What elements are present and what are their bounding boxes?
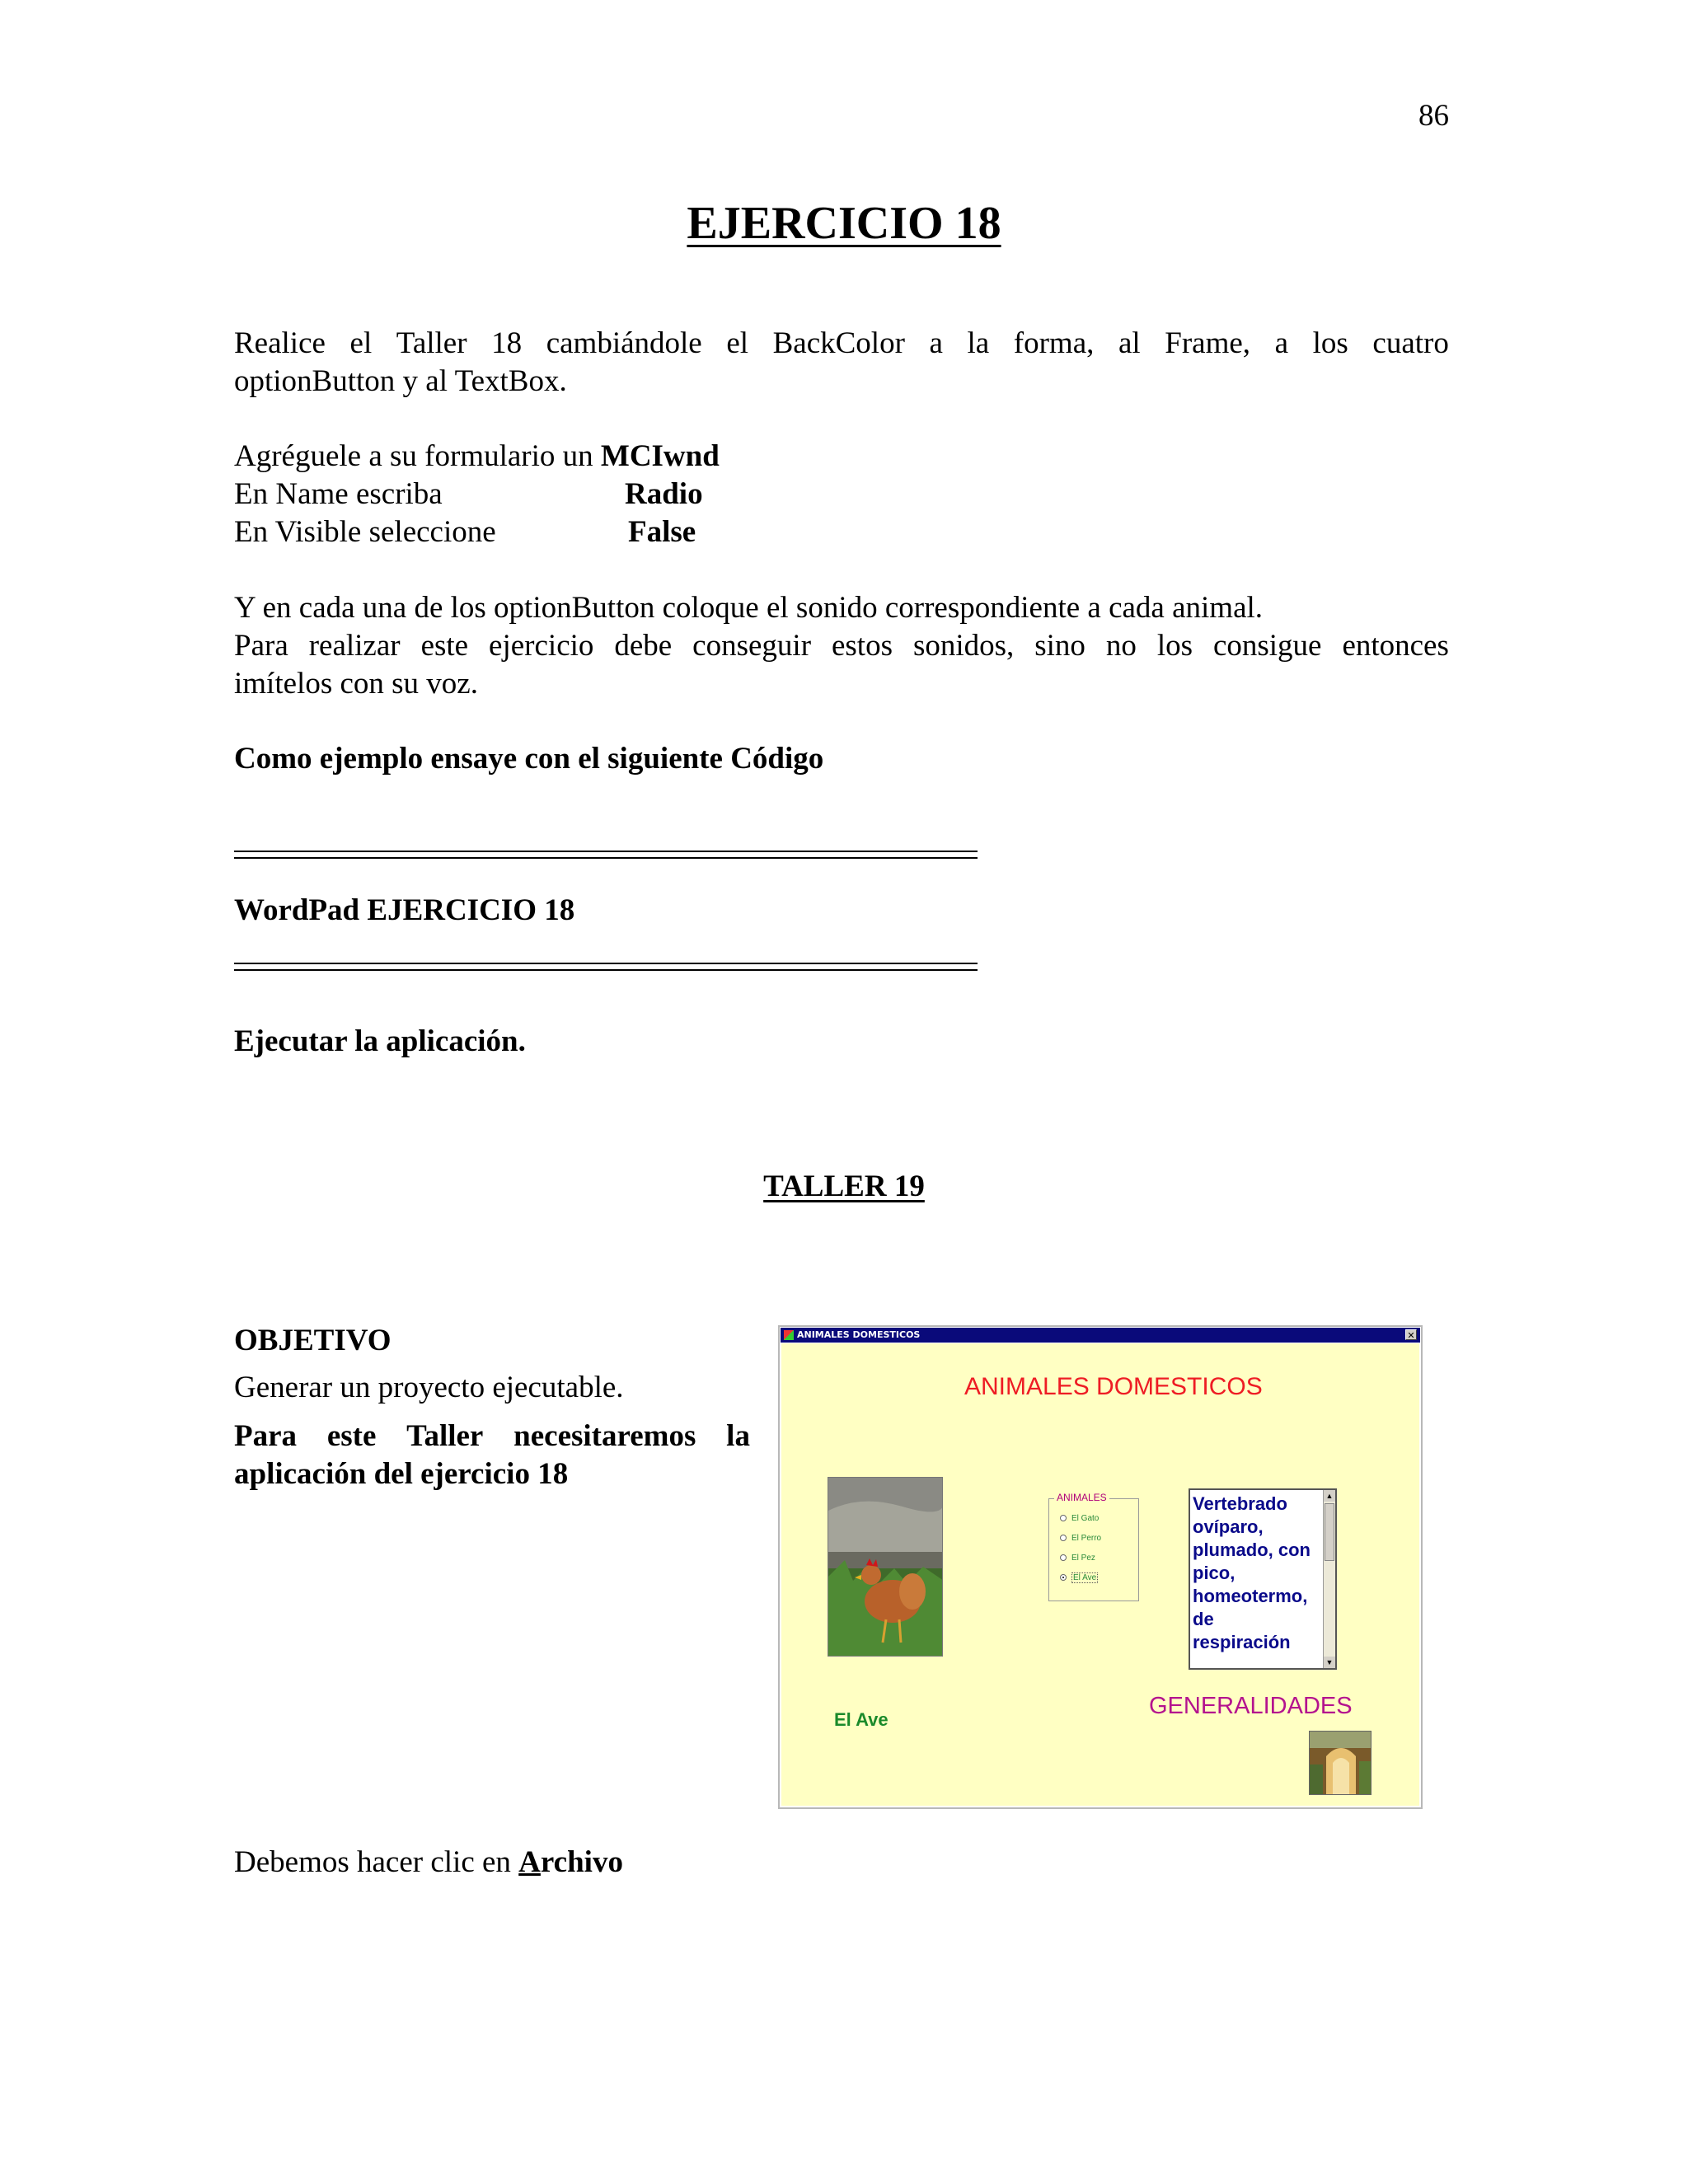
option-label: El Pez: [1071, 1554, 1095, 1563]
footer-line: [234, 1844, 623, 1882]
word: Frame,: [1165, 326, 1251, 360]
archivo-accesskey: A: [518, 1845, 541, 1879]
hen-icon: [828, 1478, 943, 1657]
objetivo-need-line2: aplicación del ejercicio 18: [234, 1457, 569, 1491]
option-label: El Ave: [1073, 1573, 1097, 1582]
word: al: [1118, 326, 1141, 360]
word: necesitaremos: [513, 1419, 696, 1453]
word: los: [1156, 629, 1193, 663]
word: a: [1274, 326, 1289, 360]
app-icon: [784, 1330, 794, 1340]
visible-label: En Visible seleccione: [234, 515, 496, 549]
objetivo-need-line1: [234, 1418, 750, 1455]
frame-label: ANIMALES: [1054, 1492, 1109, 1503]
archivo-menu-text: [518, 1845, 623, 1879]
objetivo-text: Generar un proyecto ejecutable.: [234, 1371, 624, 1404]
word: este: [326, 1419, 377, 1453]
paragraph1-line2: optionButton y al TextBox.: [234, 364, 567, 398]
word: los: [1312, 326, 1348, 360]
name-label: En Name escriba: [234, 477, 443, 511]
paragraph1-line1: [234, 325, 1449, 363]
word: la: [726, 1419, 750, 1453]
word: debe: [614, 629, 673, 663]
word: realizar: [308, 629, 401, 663]
word: sonidos,: [912, 629, 1015, 663]
animal-name-label: El Ave: [834, 1709, 889, 1730]
archivo-rest: rchivo: [540, 1845, 623, 1879]
hen-image: [828, 1477, 943, 1657]
word: a: [929, 326, 943, 360]
app-titlebar[interactable]: [781, 1328, 1420, 1343]
footer-prefix: Debemos hacer clic en: [234, 1845, 519, 1879]
word: consigue: [1212, 629, 1322, 663]
word: forma,: [1013, 326, 1095, 360]
option-label: El Gato: [1071, 1514, 1100, 1523]
mci-intro-text: Agréguele a su formulario un: [234, 439, 601, 473]
scroll-thumb[interactable]: [1325, 1503, 1334, 1561]
app-heading: ANIMALES DOMESTICOS: [964, 1373, 1263, 1400]
paragraph2-line1: Y en cada una de los optionButton coloque el sonido correspondiente a cada animal.: [234, 591, 1264, 625]
doorway-icon: [1310, 1732, 1372, 1795]
close-button[interactable]: ✕: [1405, 1329, 1417, 1340]
double-rule-bottom: [234, 963, 978, 971]
word: la: [967, 326, 990, 360]
description-scrollbar[interactable]: [1323, 1490, 1335, 1668]
word: Para: [234, 629, 288, 663]
option-pez[interactable]: [1060, 1554, 1095, 1563]
paragraph2-line3: imítelos con su voz.: [234, 667, 478, 701]
double-rule-top: [234, 851, 978, 859]
page-number: 86: [1418, 99, 1449, 133]
app-client-area: [781, 1343, 1419, 1806]
word: cuatro: [1372, 326, 1449, 360]
mci-control: MCIwnd: [600, 439, 720, 473]
visible-value: False: [628, 515, 696, 549]
paragraph2-line2: [234, 627, 1449, 665]
word: estos: [831, 629, 893, 663]
word: entonces: [1342, 629, 1449, 663]
word: Taller: [396, 326, 467, 360]
description-text: Vertebrado ovíparo, plumado, con pico, homeotermo, de respiración: [1193, 1493, 1311, 1652]
option-perro[interactable]: [1060, 1534, 1101, 1543]
word: conseguir: [692, 629, 812, 663]
word: Taller: [406, 1419, 484, 1453]
word: el: [349, 326, 373, 360]
wordpad-heading: WordPad EJERCICIO 18: [234, 893, 575, 927]
app-window: [778, 1325, 1423, 1809]
option-label: El Perro: [1071, 1534, 1102, 1543]
option-gato[interactable]: [1060, 1514, 1099, 1523]
word: ejercicio: [489, 629, 594, 663]
word: este: [420, 629, 469, 663]
word: 18: [491, 326, 523, 360]
word: no: [1105, 629, 1137, 663]
radio-selected-icon: [1060, 1574, 1067, 1581]
page-title: EJERCICIO 18: [687, 198, 1001, 249]
radio-icon: [1060, 1515, 1067, 1521]
word: sino: [1034, 629, 1085, 663]
word: cambiándole: [546, 326, 702, 360]
radio-icon: [1060, 1535, 1067, 1541]
word: Realice: [234, 326, 326, 360]
taller-title: TALLER 19: [763, 1169, 925, 1203]
description-textbox[interactable]: [1189, 1488, 1337, 1670]
run-heading: Ejecutar la aplicación.: [234, 1024, 526, 1058]
word: BackColor: [772, 326, 905, 360]
objetivo-heading: OBJETIVO: [234, 1324, 392, 1357]
mci-intro: [234, 438, 720, 476]
option-ave[interactable]: [1060, 1573, 1098, 1582]
word: Para: [234, 1419, 298, 1453]
animales-frame: [1048, 1492, 1139, 1601]
word: el: [726, 326, 749, 360]
name-value: Radio: [625, 477, 703, 511]
generalidades-image[interactable]: [1309, 1731, 1372, 1795]
example-heading: Como ejemplo ensaye con el siguiente Código: [234, 742, 824, 776]
app-window-title: ANIMALES DOMESTICOS: [797, 1329, 921, 1340]
generalidades-label[interactable]: GENERALIDADES: [1149, 1693, 1353, 1719]
radio-icon: [1060, 1554, 1067, 1561]
scroll-up-icon[interactable]: ▲: [1324, 1490, 1335, 1502]
scroll-down-icon[interactable]: ▼: [1324, 1657, 1335, 1668]
